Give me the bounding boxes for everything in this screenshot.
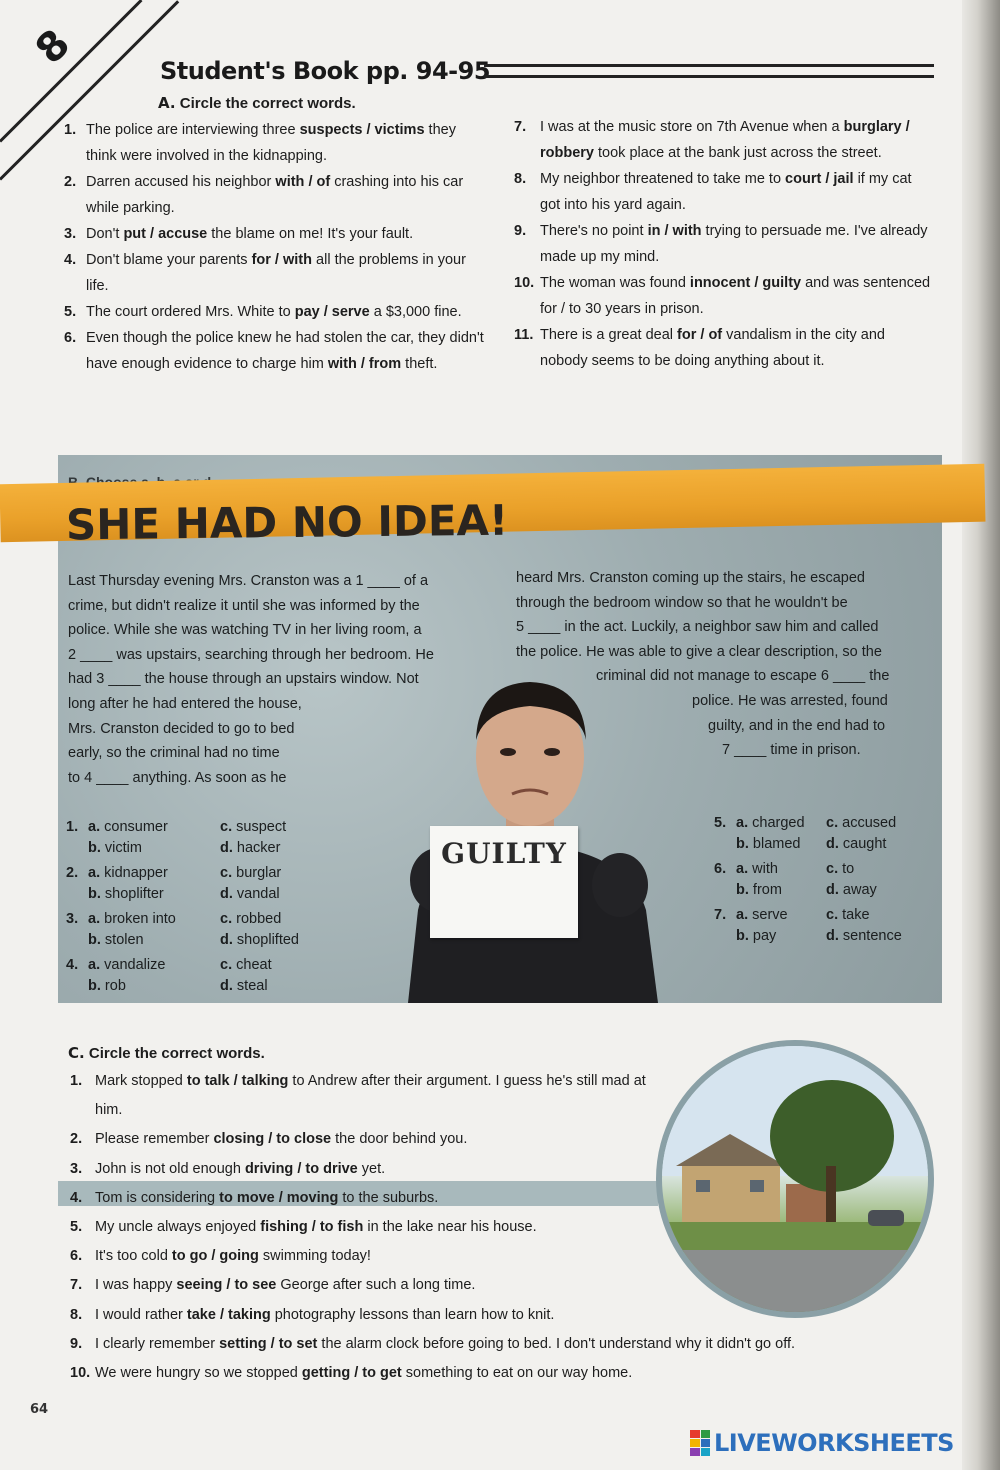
option-text: burglar xyxy=(236,865,282,881)
option-b[interactable]: b. shoplifter xyxy=(88,886,164,902)
answer-options[interactable]: closing / to close xyxy=(213,1131,332,1148)
exercise-item xyxy=(514,270,934,322)
exercise-item xyxy=(64,299,484,325)
section-a-left-column xyxy=(64,117,484,377)
story-line: 7 ____ time in prison. xyxy=(722,742,861,759)
item-text: Mark stopped xyxy=(95,1073,187,1089)
brand-name: LIVEWORKSHEETS xyxy=(714,1429,954,1457)
item-text: theft. xyxy=(401,356,438,372)
item-text: swimming today! xyxy=(258,1248,371,1265)
option-text: hacker xyxy=(236,840,281,856)
option-text: steal xyxy=(236,978,268,994)
exercise-item xyxy=(64,169,484,221)
option-c[interactable]: c. cheat xyxy=(220,957,272,973)
item-text: the alarm clock before going to bed. I don't understand why it didn't go off. xyxy=(317,1335,796,1352)
story-line: Mrs. Cranston decided to go to bed xyxy=(68,720,295,737)
item-number: 1. xyxy=(70,1073,83,1089)
option-c[interactable]: c. burglar xyxy=(220,865,282,881)
item-number: 6. xyxy=(70,1248,83,1265)
item-text: We were hungry so we stopped xyxy=(95,1365,302,1382)
item-text: crashing into his car while parking. xyxy=(86,174,464,216)
story-line: to 4 ____ anything. As soon as he xyxy=(68,769,287,786)
option-text: vandalize xyxy=(104,957,166,973)
answer-options[interactable]: innocent / guilty xyxy=(689,275,802,291)
option-number: 7. xyxy=(714,907,727,923)
item-text: all the problems in your life. xyxy=(86,252,466,294)
option-text: away xyxy=(842,882,877,898)
story-line: Last Thursday evening Mrs. Cranston was a 1 ____ of a xyxy=(68,573,429,589)
exercise-item xyxy=(70,1301,670,1330)
item-number: 3. xyxy=(70,1160,83,1177)
exercise-item xyxy=(70,1330,900,1359)
option-text: kidnapper xyxy=(104,865,168,881)
option-group xyxy=(66,817,352,859)
option-text: blamed xyxy=(752,836,801,852)
section-instruction: Circle the correct words. xyxy=(179,95,356,112)
item-text: Please remember xyxy=(95,1131,214,1148)
option-b[interactable]: b. pay xyxy=(736,928,777,944)
item-text: I clearly remember xyxy=(95,1335,220,1352)
house-photo xyxy=(656,1040,934,1318)
item-number: 5. xyxy=(70,1219,83,1236)
option-text: cheat xyxy=(236,957,272,973)
item-number: 9. xyxy=(514,223,527,239)
option-text: shoplifted xyxy=(236,932,299,948)
option-text: charged xyxy=(752,815,805,831)
option-a[interactable]: a. kidnapper xyxy=(88,865,168,881)
item-text: they think were involved in the kidnapping. xyxy=(86,122,456,164)
item-text: The woman was found xyxy=(540,275,690,291)
answer-options[interactable]: seeing / to see xyxy=(176,1277,277,1294)
answer-options[interactable]: fishing / to fish xyxy=(260,1219,364,1236)
option-text: vandal xyxy=(236,886,280,902)
item-number: 7. xyxy=(70,1277,83,1294)
item-text: something to eat on our way home. xyxy=(401,1365,633,1382)
exercise-item xyxy=(70,1271,670,1300)
option-d[interactable]: d. away xyxy=(826,882,877,898)
option-text: shoplifter xyxy=(104,886,164,902)
item-text: to the suburbs. xyxy=(338,1189,439,1206)
answer-options[interactable]: for / of xyxy=(677,327,723,343)
option-group xyxy=(66,863,352,905)
option-d[interactable]: d. steal xyxy=(220,978,268,994)
item-number: 9. xyxy=(70,1335,83,1352)
item-text: in the lake near his house. xyxy=(363,1219,537,1236)
option-a[interactable]: a. serve xyxy=(736,907,788,923)
option-number: 5. xyxy=(714,815,727,831)
item-text: yet. xyxy=(357,1160,386,1177)
option-a[interactable]: a. with xyxy=(736,861,778,877)
story-line: guilty, and in the end had to xyxy=(708,717,886,734)
story-line: had 3 ____ the house through an upstairs window. Not xyxy=(68,671,419,688)
section-a-right-column xyxy=(514,114,934,374)
item-text: photography lessons than learn how to knit. xyxy=(270,1306,555,1323)
option-text: take xyxy=(842,907,870,923)
answer-options[interactable]: with / of xyxy=(275,174,331,190)
option-a[interactable]: a. broken into xyxy=(88,911,176,927)
option-b[interactable]: b. victim xyxy=(88,840,142,856)
option-d[interactable]: d. caught xyxy=(826,836,887,852)
option-text: serve xyxy=(752,907,788,923)
item-text: My neighbor threatened to take me to xyxy=(540,171,786,187)
option-number: 4. xyxy=(66,957,79,973)
next-page-edge xyxy=(962,0,1000,1470)
option-group xyxy=(714,813,916,855)
answer-options[interactable]: take / taking xyxy=(186,1306,271,1323)
option-c[interactable]: c. suspect xyxy=(220,819,287,835)
exercise-item xyxy=(70,1213,670,1242)
exercise-item xyxy=(64,117,484,169)
answer-options[interactable]: pay / serve xyxy=(294,304,370,320)
item-text: a $3,000 fine. xyxy=(369,304,462,320)
section-letter: A. xyxy=(158,94,176,112)
option-group xyxy=(714,905,916,947)
option-b[interactable]: b. stolen xyxy=(88,932,144,948)
story-line: 5 ____ in the act. Luckily, a neighbor saw him and called xyxy=(516,619,879,636)
exercise-item xyxy=(70,1242,670,1271)
exercise-item xyxy=(514,218,934,270)
item-text: if my cat got into his yard again. xyxy=(540,171,912,213)
item-text: There is a great deal xyxy=(540,327,678,343)
exercise-item xyxy=(70,1067,670,1125)
option-d[interactable]: d. vandal xyxy=(220,886,280,902)
item-text: I was at the music store on 7th Avenue when a xyxy=(540,119,844,135)
item-number: 6. xyxy=(64,330,77,346)
item-number: 8. xyxy=(514,171,527,187)
item-text: I would rather xyxy=(95,1306,187,1323)
answer-options[interactable]: setting / to set xyxy=(219,1335,318,1352)
item-text: There's no point xyxy=(540,223,648,239)
item-number: 7. xyxy=(514,119,527,135)
page-title: Student's Book pp. 94-95 xyxy=(160,57,491,85)
option-text: from xyxy=(752,882,782,898)
story-line: through the bedroom window so that he wouldn't be xyxy=(516,594,848,611)
story-line: police. He was arrested, found xyxy=(692,692,888,709)
answer-options[interactable]: suspects / victims xyxy=(299,122,425,138)
story-line: the police. He was able to give a clear description, so the xyxy=(516,643,882,660)
brand-logo-icon xyxy=(690,1430,710,1456)
item-number: 10. xyxy=(70,1365,91,1382)
section-c-heading xyxy=(68,1044,265,1062)
item-text: the blame on me! It's your fault. xyxy=(207,226,414,242)
answer-options[interactable]: to talk / talking xyxy=(186,1073,289,1089)
item-text: John is not old enough xyxy=(95,1160,245,1177)
options-left xyxy=(66,817,352,1001)
option-number: 2. xyxy=(66,865,79,881)
section-instruction: Circle the correct words. xyxy=(88,1045,265,1062)
option-c[interactable]: c. take xyxy=(826,907,870,923)
story-line: 2 ____ was upstairs, searching through her bedroom. He xyxy=(68,646,434,663)
item-text: trying to persuade me. I've already made up my mind. xyxy=(540,223,928,265)
option-a[interactable]: a. charged xyxy=(736,815,805,831)
section-c-list xyxy=(70,1067,796,1388)
option-a[interactable]: a. consumer xyxy=(88,819,168,835)
answer-options[interactable]: driving / to drive xyxy=(244,1160,358,1177)
answer-options[interactable]: to move / moving xyxy=(219,1189,339,1206)
option-text: robbed xyxy=(236,911,282,927)
option-b[interactable]: b. rob xyxy=(88,978,126,994)
option-text: with xyxy=(752,861,778,877)
exercise-item xyxy=(70,1155,670,1184)
item-text: vandalism in the city and nobody seems to be doing anything about it. xyxy=(540,327,885,369)
answer-options[interactable]: for / with xyxy=(251,252,312,268)
house-illustration xyxy=(662,1046,928,1312)
exercise-item xyxy=(70,1359,900,1388)
item-text: The police are interviewing three xyxy=(86,122,300,138)
story-line: early, so the criminal had no time xyxy=(68,745,280,762)
item-number: 2. xyxy=(70,1131,83,1148)
item-text: Darren accused his neighbor xyxy=(86,174,276,190)
item-text: My uncle always enjoyed xyxy=(95,1219,261,1236)
answer-options[interactable]: to go / going xyxy=(171,1248,259,1265)
item-number: 4. xyxy=(64,252,77,268)
item-number: 10. xyxy=(514,275,535,291)
option-text: sentence xyxy=(842,928,902,944)
story-title: SHE HAD NO IDEA! xyxy=(65,495,509,550)
answer-options[interactable]: court / jail xyxy=(785,171,854,187)
answer-options[interactable]: burglary / robbery xyxy=(540,119,910,161)
exercise-item xyxy=(514,166,934,218)
brand-watermark xyxy=(690,1429,954,1457)
option-text: caught xyxy=(842,836,887,852)
option-d[interactable]: d. sentence xyxy=(826,928,902,944)
item-number: 1. xyxy=(64,122,77,138)
option-a[interactable]: a. vandalize xyxy=(88,957,166,973)
item-number: 8. xyxy=(70,1306,83,1323)
item-number: 4. xyxy=(70,1189,83,1206)
item-text: Tom is considering xyxy=(95,1189,220,1206)
item-text: Even though the police knew he had stolen the car, they didn't have enough evidence to charge him xyxy=(86,330,484,372)
item-text: It's too cold xyxy=(95,1248,172,1265)
item-number: 11. xyxy=(514,327,534,343)
option-c[interactable]: c. robbed xyxy=(220,911,282,927)
page-number: 64 xyxy=(30,1402,49,1417)
option-number: 3. xyxy=(66,911,79,927)
exercise-item xyxy=(514,114,934,166)
item-number: 2. xyxy=(64,174,77,190)
story-line: crime, but didn't realize it until she was informed by the xyxy=(68,597,420,614)
item-text: Don't blame your parents xyxy=(86,252,252,268)
option-d[interactable]: d. hacker xyxy=(220,840,281,856)
item-text: and was sentenced for / to 30 years in prison. xyxy=(540,275,931,317)
option-b[interactable]: b. from xyxy=(736,882,782,898)
option-b[interactable]: b. blamed xyxy=(736,836,801,852)
section-letter: C. xyxy=(68,1044,85,1062)
option-text: rob xyxy=(104,978,126,994)
exercise-item xyxy=(64,221,484,247)
exercise-item xyxy=(70,1184,670,1213)
option-c[interactable]: c. to xyxy=(826,861,855,877)
answer-options[interactable]: in / with xyxy=(647,223,702,239)
item-text: the door behind you. xyxy=(331,1131,468,1148)
option-text: victim xyxy=(104,840,142,856)
unit-number: 8 xyxy=(26,20,80,74)
option-group xyxy=(66,909,352,951)
option-number: 1. xyxy=(66,819,79,835)
exercise-item xyxy=(70,1125,670,1154)
section-a-heading xyxy=(158,94,356,112)
story-line: long after he had entered the house, xyxy=(68,695,302,712)
option-group xyxy=(66,955,352,997)
answer-options[interactable]: with / from xyxy=(327,356,402,372)
guilty-sign: GUILTY xyxy=(430,826,578,938)
option-text: accused xyxy=(842,815,897,831)
item-text: Don't xyxy=(86,226,124,242)
option-d[interactable]: d. shoplifted xyxy=(220,932,299,948)
option-text: to xyxy=(842,861,855,877)
option-number: 6. xyxy=(714,861,727,877)
item-text: The court ordered Mrs. White to xyxy=(86,304,295,320)
title-rule xyxy=(484,64,934,78)
option-group xyxy=(714,859,916,901)
option-text: consumer xyxy=(104,819,168,835)
option-text: stolen xyxy=(104,932,144,948)
answer-options[interactable]: getting / to get xyxy=(301,1365,402,1382)
story-line: criminal did not manage to escape 6 ____ the xyxy=(596,668,890,685)
exercise-item xyxy=(64,325,484,377)
answer-options[interactable]: put / accuse xyxy=(123,226,208,242)
exercise-item xyxy=(64,247,484,299)
item-text: took place at the bank just across the street. xyxy=(594,145,882,161)
options-right xyxy=(714,813,916,951)
item-text: George after such a long time. xyxy=(276,1277,476,1294)
item-number: 3. xyxy=(64,226,77,242)
item-text: I was happy xyxy=(95,1277,177,1294)
story-line: heard Mrs. Cranston coming up the stairs, he escaped xyxy=(516,570,865,586)
option-text: broken into xyxy=(104,911,176,927)
option-text: suspect xyxy=(236,819,287,835)
story-line: police. While she was watching TV in her living room, a xyxy=(68,622,422,639)
item-number: 5. xyxy=(64,304,77,320)
option-text: pay xyxy=(752,928,777,944)
exercise-item xyxy=(514,322,934,374)
option-c[interactable]: c. accused xyxy=(826,815,897,831)
item-text: to Andrew after their argument. I guess he's still mad at him. xyxy=(95,1073,646,1119)
